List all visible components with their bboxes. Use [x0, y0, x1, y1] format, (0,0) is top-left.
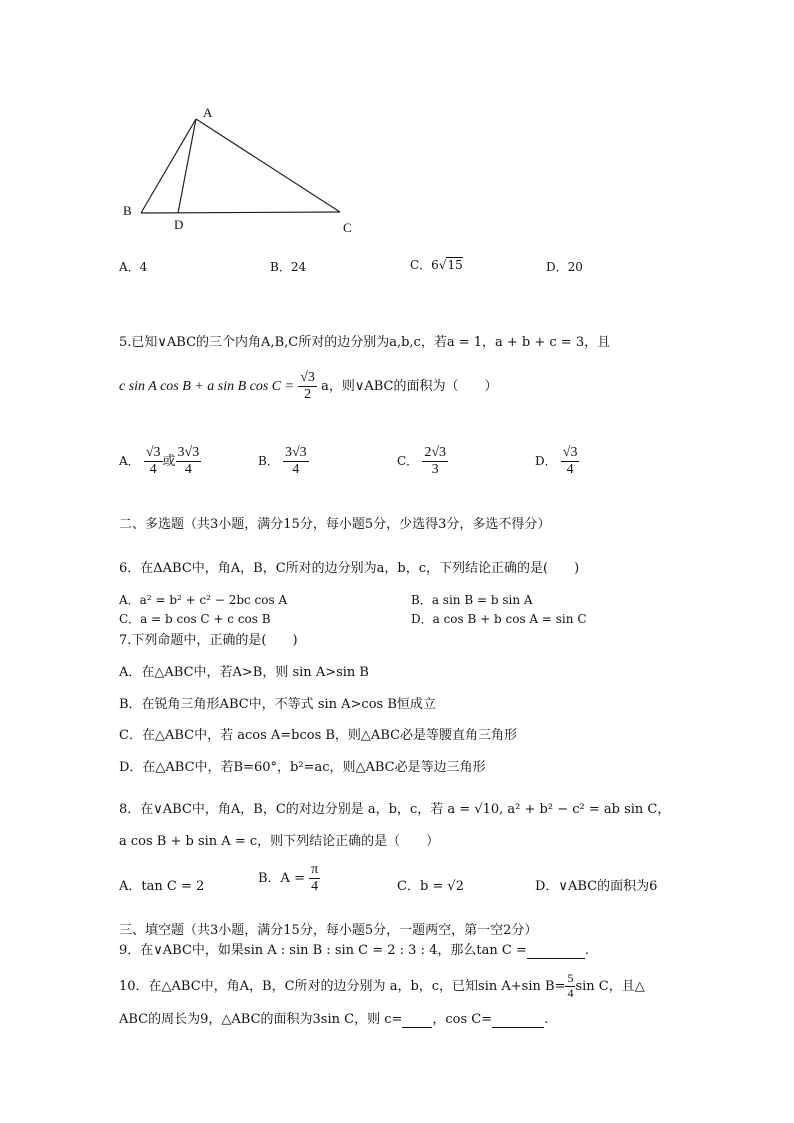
q5-option-c: C． $\frac{2√3}{3}$	[397, 445, 447, 478]
point-d-label: D	[174, 217, 184, 232]
q8-option-c: C．b = √2	[397, 879, 464, 894]
q7-option-d: D．在△ABC中，若B=60°，b²=ac，则△ABC必是等边三角形	[119, 760, 486, 775]
q5-option-a: A． $\frac{√3}{4}$ 或 $\frac{3√3}{4}$	[119, 445, 200, 478]
q10-blank-cosc[interactable]	[492, 1012, 544, 1028]
q7-option-c: C．在△ABC中，若 acos A=bcos B，则△ABC必是等腰直角三角形	[119, 728, 518, 743]
q7-stem: 7.下列命题中，正确的是( )	[119, 633, 298, 648]
q8-stem-line1: 8．在∨ABC中，角A，B，C的对边分别是 a，b，c，若 a = √10, a² + b² − c² = ab sin C，	[119, 802, 671, 817]
q6-option-b: B．a sin B = b sin A	[411, 593, 533, 607]
q7-option-b: B．在锐角三角形ABC中，不等式 sin A>cos B恒成立	[119, 697, 436, 712]
q10-line1: 10．在△ABC中，角A，B，C所对的边分别为 a，b，c，已知sin A+sin B= $\frac{5}{4}$ sin C，且△	[119, 971, 645, 1000]
q4-option-b: B．24	[270, 260, 307, 274]
q10-blank-c[interactable]	[402, 1012, 432, 1028]
q8-option-b: B．A = $\frac{\pi}{4}$	[258, 862, 319, 895]
q5-stem-line2: c sin A cos B + a sin B cos C = $\frac{√3}{2}$ a，则∨ABC的面积为（ ）	[119, 370, 498, 403]
q8-option-d: D．∨ABC的面积为6	[535, 879, 658, 894]
section2-heading: 二、多选题（共3小题，满分15分，每小题5分，少选得3分，多选不得分）	[119, 517, 551, 532]
q6-option-a: A．a² = b² + c² − 2bc cos A	[119, 593, 288, 607]
q5-stem-line1: 5.已知∨ABC的三个内角A,B,C所对的边分别为a,b,c，若a = 1，a + b + c = 3，且	[119, 335, 611, 350]
segment-ad	[178, 119, 196, 213]
side-bc	[141, 212, 340, 213]
q5-option-d: D． $\frac{√3}{4}$	[535, 445, 578, 478]
q4-option-c: C．6√15	[410, 258, 463, 272]
triangle-figure	[115, 100, 375, 240]
q8-option-a: A．tan C = 2	[119, 879, 205, 894]
q6-stem: 6．在ΔABC中，角A，B，C所对的边分别为a，b，c，下列结论正确的是( )	[119, 561, 580, 576]
q9-answer-blank[interactable]	[527, 943, 585, 959]
q6-option-c: C．a = b cos C + c cos B	[119, 612, 271, 626]
q6-option-d: D．a cos B + b cos A = sin C	[411, 612, 587, 626]
side-ac	[196, 119, 340, 212]
q10-line2: ABC的周长为9，△ABC的面积为3sin C，则 c= ，cos C= .	[119, 1012, 549, 1027]
vertex-c-label: C	[343, 220, 352, 235]
side-ab	[141, 119, 196, 213]
q4-option-a: A．4	[119, 260, 148, 274]
q7-option-a: A．在△ABC中，若A>B，则 sin A>sin B	[119, 665, 369, 680]
q5-option-b: B． $\frac{3√3}{4}$	[258, 445, 307, 478]
q9-question: 9．在∨ABC中，如果sin A : sin B : sin C = 2 : 3 : 4，那么tan C = .	[119, 943, 589, 958]
q8-stem-line2: a cos B + b sin A = c，则下列结论正确的是（ ）	[119, 834, 440, 849]
vertex-b-label: B	[123, 203, 132, 218]
section3-heading: 三、填空题（共3小题，满分15分，每小题5分，一题两空，第一空2分）	[119, 923, 538, 938]
vertex-a-label: A	[203, 105, 213, 120]
q4-option-d: D．20	[546, 260, 583, 274]
